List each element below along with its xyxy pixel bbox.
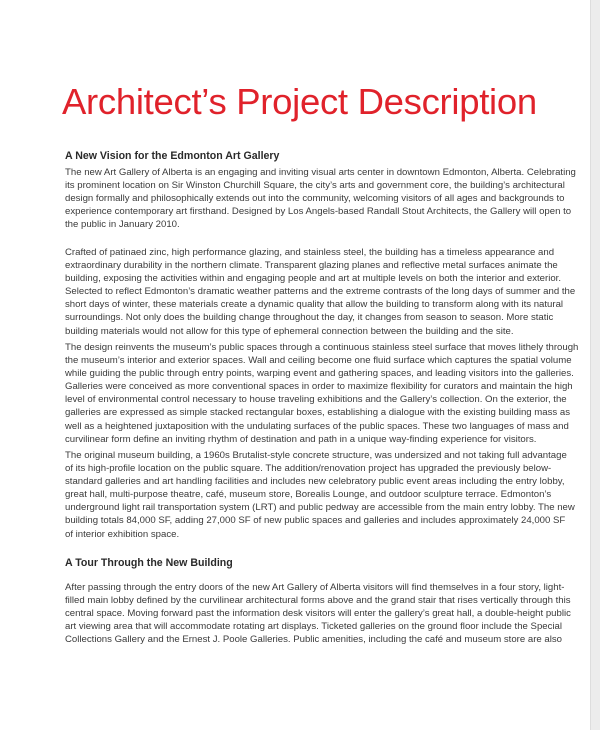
text-line: surroundings. Not only does the building change throughout the day, it changes from season to season. More static [65,312,554,324]
section-heading-tour: A Tour Through the New Building [65,557,233,569]
text-line: After passing through the entry doors of the new Art Gallery of Alberta visitors will find themselves in a four story, light- [65,582,565,593]
text-line: short days of winter, these materials create a dynamic quality that allow the building to transform along with its natural [65,299,564,311]
text-line: filled main lobby defined by the curvilinear architectural forms above and the grand stair that rises vertically through this [65,595,571,607]
text-line: the public in January 2010. [65,219,180,231]
text-line: Collections Gallery and the Ernest J. Poole Galleries. Public amenities, including the café and museum store are also [65,634,562,646]
text-line: art viewing area that will accommodate rotating art displays. Ticketed galleries on the ground floor include the Special [65,621,563,633]
text-line: Galleries were conceived as more conventional spaces in order to maximize flexibility for curators and maintain the high [65,381,573,393]
text-line: great hall, multi-purpose theatre, café, museum store, Borealis Lounge, and outdoor sculpture terrace. Edmonton’s [65,489,552,501]
text-line: The original museum building, a 1960s Brutalist-style concrete structure, was undersized and not taking full advantage [65,450,567,461]
text-line: The design reinvents the museum’s public spaces through a continuous stainless steel surface that moves lithely through [65,342,579,353]
text-line: building materials would not allow for this type of ephemeral connection between the building and the site. [65,325,514,337]
text-line: central space. Moving forward past the information desk visitors will enter the gallery’s great hall, a double-height public [65,608,571,620]
text-line: level of environmental control necessary to house traveling exhibitions and the Gallery’s collection. On the exterior, the [65,394,567,406]
text-line: standard galleries and art handling facilities and includes new celebratory public event areas including the entry lobby, [65,476,565,488]
text-line: building totals 84,000 SF, adding 27,000 SF of new public spaces and galleries and includes approximately 24,000 SF [65,515,566,527]
paragraph-original-building [65,449,575,541]
page-edge [590,0,600,730]
section-heading-new-vision: A New Vision for the Edmonton Art Gallery [65,150,280,162]
text-line: its prominent location on Sir Winston Churchill Square, the city’s arts and government core, the building’s architectural [65,180,565,192]
text-line: The new Art Gallery of Alberta is an engaging and inviting visual arts center in downtown Edmonton, Alberta. Celebrating [65,167,576,178]
text-line: of interior exhibition space. [65,528,180,540]
text-line: Crafted of patinaed zinc, high performance glazing, and stainless steel, the building has a timeless appearance and [65,247,555,258]
paragraph-materials [65,246,575,338]
text-line: galleries are expressed as simple stacked rectangular boxes, establishing a dialogue with the existing building mass as [65,407,571,419]
text-line: design formally and philosophically extends out into the community, welcoming visitors of all ages and backgrounds to [65,193,565,205]
text-line: building, exposing the activities within and engaging people and art at multiple levels on both the interior and exterior. [65,273,561,285]
paragraph-tour [65,581,575,646]
text-line: well as a heightened juxtaposition with the undulating surfaces of the public spaces. These two languages of mass and [65,420,569,432]
text-line: of its high-profile location on the public square. The addition/renovation project has upgraded the previously below- [65,463,552,475]
text-line: Selected to reflect Edmonton’s dramatic weather patterns and the extreme contrasts of the long days of summer and the [65,286,576,298]
paragraph-intro [65,166,575,231]
text-line: while guiding the public through entry points, warping event and gathering spaces, and leading visitors into the galleries. [65,368,574,380]
paragraph-design [65,341,579,446]
text-line: curvilinear form define an inviting rhythm of destination and path in a unique way-finding experience for visitors. [65,433,537,445]
text-line: underground light rail transportation system (LRT) and public pedway are accessible from the main entry lobby. The new [65,502,575,514]
page-title: Architect’s Project Description [62,81,537,122]
text-line: experience contemporary art firsthand. Designed by Los Angels-based Randall Stout Architects, the Gallery will open to [65,206,572,218]
text-line: the museum’s interior and exterior spaces. Wall and ceiling become one fluid surface which captures the spatial volume [65,355,572,367]
text-line: extraordinary durability in the northern climate. Transparent glazing planes and reflective metal surfaces animate the [65,260,558,272]
